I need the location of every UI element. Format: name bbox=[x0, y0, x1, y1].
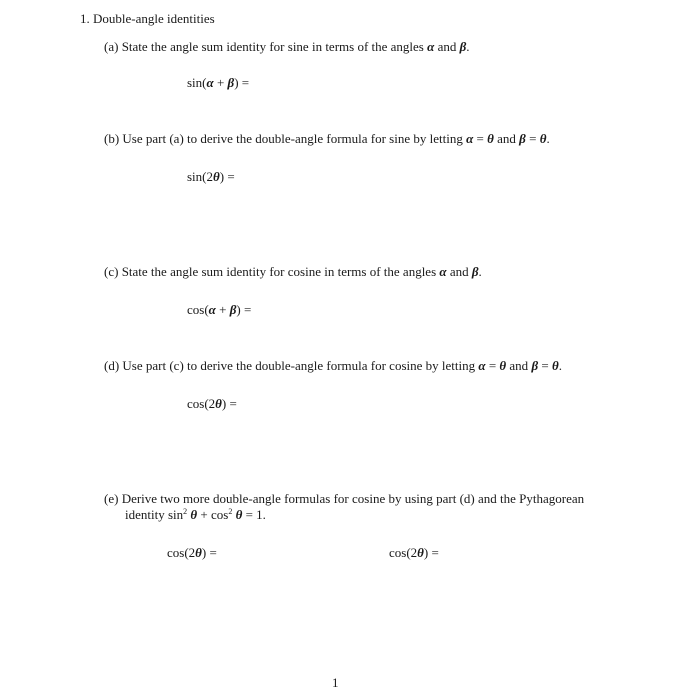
beta-symbol: β bbox=[471, 264, 479, 279]
sin-fn: sin( bbox=[187, 75, 207, 90]
theta-symbol: θ bbox=[539, 131, 547, 146]
beta-symbol: β bbox=[229, 302, 237, 317]
equals-sign: ) = bbox=[219, 169, 235, 184]
identity-text: identity sin bbox=[125, 507, 184, 522]
part-a-prompt bbox=[104, 40, 470, 53]
equals-sign: = bbox=[473, 131, 488, 146]
theta-symbol: θ bbox=[551, 358, 559, 373]
beta-symbol: β bbox=[531, 358, 539, 373]
plus-sign: + bbox=[215, 302, 230, 317]
theta-symbol: θ bbox=[215, 396, 222, 411]
beta-symbol: β bbox=[459, 39, 467, 54]
beta-symbol: β bbox=[519, 131, 526, 146]
part-b-label: (b) bbox=[104, 131, 120, 146]
theta-symbol: θ bbox=[190, 507, 198, 522]
alpha-symbol: α bbox=[208, 302, 216, 317]
cos-fn: cos( bbox=[187, 302, 209, 317]
part-b-prompt bbox=[104, 132, 550, 145]
period: . bbox=[478, 264, 482, 279]
plus-sign: + bbox=[213, 75, 228, 90]
alpha-symbol: α bbox=[439, 264, 447, 279]
theta-symbol: θ bbox=[195, 545, 202, 560]
alpha-symbol: α bbox=[206, 75, 214, 90]
theta-symbol: θ bbox=[499, 358, 507, 373]
equals-one: = 1. bbox=[242, 507, 266, 522]
period: . bbox=[466, 39, 470, 54]
theta-symbol: θ bbox=[487, 131, 494, 146]
part-d-text: Use part (c) to derive the double-angle formula for cosine by letting bbox=[122, 358, 476, 373]
plus-cos: + cos bbox=[197, 507, 229, 522]
part-e-equation-right bbox=[389, 546, 439, 559]
and-text: and bbox=[506, 358, 532, 373]
part-c-prompt bbox=[104, 265, 482, 278]
part-a-text: State the angle sum identity for sine in terms of the angles bbox=[121, 39, 424, 54]
part-d-prompt bbox=[104, 359, 562, 372]
part-d-equation bbox=[187, 397, 237, 410]
part-a-label: (a) bbox=[104, 39, 119, 54]
problem-title: Double-angle identities bbox=[93, 11, 215, 26]
exponent: 2 bbox=[228, 507, 233, 516]
equals-sign: ) = bbox=[221, 396, 237, 411]
equals-sign: = bbox=[538, 358, 552, 373]
part-c-text: State the angle sum identity for cosine in terms of the angles bbox=[121, 264, 437, 279]
theta-symbol: θ bbox=[417, 545, 424, 560]
cos-fn: cos(2 bbox=[389, 545, 418, 560]
part-e-text: Derive two more double-angle formulas for cosine by using part (d) and the Pythagorean bbox=[121, 491, 585, 506]
equals-sign: ) = bbox=[236, 302, 252, 317]
page-number: 1 bbox=[332, 675, 339, 690]
part-e-prompt-line2 bbox=[125, 508, 266, 521]
alpha-symbol: α bbox=[478, 358, 486, 373]
beta-symbol: β bbox=[227, 75, 235, 90]
part-b-equation bbox=[187, 170, 235, 183]
equals-sign: = bbox=[525, 131, 540, 146]
period: . bbox=[546, 131, 550, 146]
equals-sign: = bbox=[485, 358, 500, 373]
equals-sign: ) = bbox=[423, 545, 439, 560]
and-text: and bbox=[449, 264, 469, 279]
part-c-label: (c) bbox=[104, 264, 119, 279]
part-e-equation-left bbox=[167, 546, 217, 559]
part-e-label: (e) bbox=[104, 491, 119, 506]
part-b-text: Use part (a) to derive the double-angle formula for sine by letting bbox=[122, 131, 463, 146]
part-c-equation bbox=[187, 303, 251, 316]
problem-header bbox=[80, 12, 215, 25]
period: . bbox=[558, 358, 562, 373]
equals-sign: ) = bbox=[234, 75, 250, 90]
alpha-symbol: α bbox=[427, 39, 435, 54]
and-text: and bbox=[493, 131, 520, 146]
and-text: and bbox=[437, 39, 457, 54]
exponent: 2 bbox=[183, 507, 188, 516]
part-a-equation bbox=[187, 76, 249, 89]
alpha-symbol: α bbox=[466, 131, 474, 146]
sin-fn: sin(2 bbox=[187, 169, 213, 184]
part-e-prompt-line1 bbox=[104, 492, 584, 505]
problem-number: 1. bbox=[80, 11, 90, 26]
cos-fn: cos(2 bbox=[187, 396, 216, 411]
theta-symbol: θ bbox=[235, 507, 243, 522]
equals-sign: ) = bbox=[201, 545, 217, 560]
theta-symbol: θ bbox=[213, 169, 220, 184]
cos-fn: cos(2 bbox=[167, 545, 196, 560]
part-d-label: (d) bbox=[104, 358, 120, 373]
